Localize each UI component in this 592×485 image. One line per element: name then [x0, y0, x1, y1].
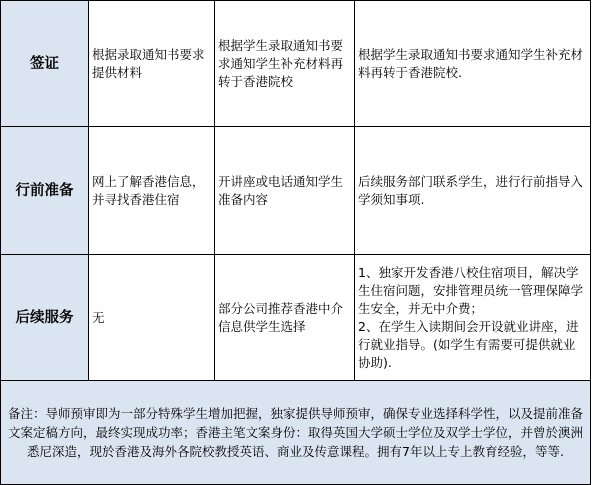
cell-pre-departure-col2	[215, 127, 355, 255]
cell-visa-col2	[215, 1, 355, 127]
row-label-follow-up: 后续服务	[1, 255, 89, 381]
cell-text: 开讲座或电话通知学生准备内容	[218, 173, 344, 207]
cell-visa-col3	[355, 1, 591, 127]
cell-text: 网上了解香港信息，并寻找香港住宿	[92, 173, 205, 207]
table-row-visa	[1, 1, 591, 127]
table-row-follow-up	[1, 255, 591, 381]
note-text: 备注：导师预审即为一部分特殊学生增加把握，独家提供导师预审，确保专业选择科学性，以及提前准备文案定稿方向，最终实现成功率；香港主笔文案身份：取得英国大学硕士学位及双学士学位，并曾於澳洲悉尼深造，现於香港及海外各院校教授英语、商业及传意课程。拥有7年以上专上教育经验，等等.	[1, 381, 591, 485]
cell-text: 根据学生录取通知书要求通知学生补充材料再转于香港院校.	[358, 46, 584, 80]
cell-text: 根据录取通知书要求提供材料	[92, 46, 205, 80]
table-row-note	[1, 381, 591, 485]
cell-follow-up-col3	[355, 255, 591, 381]
cell-follow-up-col1	[89, 255, 215, 381]
row-label-visa: 签证	[1, 1, 89, 127]
row-label-pre-departure: 行前准备	[1, 127, 89, 255]
cell-text: 根据学生录取通知书要求通知学生补充材料再转于香港院校	[218, 37, 344, 89]
cell-pre-departure-col3	[355, 127, 591, 255]
cell-text-item-1: 1、独家开发香港八校住宿项目，解决学生住宿问题，安排管理员统一管理保障学生安全，并无中介费；	[358, 264, 584, 316]
cell-text: 后续服务部门联系学生，进行行前指导入学须知事项.	[358, 173, 584, 207]
cell-text: 无	[92, 309, 105, 325]
cell-visa-col1	[89, 1, 215, 127]
table-row-pre-departure	[1, 127, 591, 255]
cell-text: 部分公司推荐香港中介信息供学生选择	[218, 300, 344, 334]
cell-follow-up-col2	[215, 255, 355, 381]
cell-pre-departure-col1	[89, 127, 215, 255]
cell-text-item-2: 2、在学生入读期间会开设就业讲座，进行就业指导。(如学生有需要可提供就业协助).	[358, 318, 579, 370]
